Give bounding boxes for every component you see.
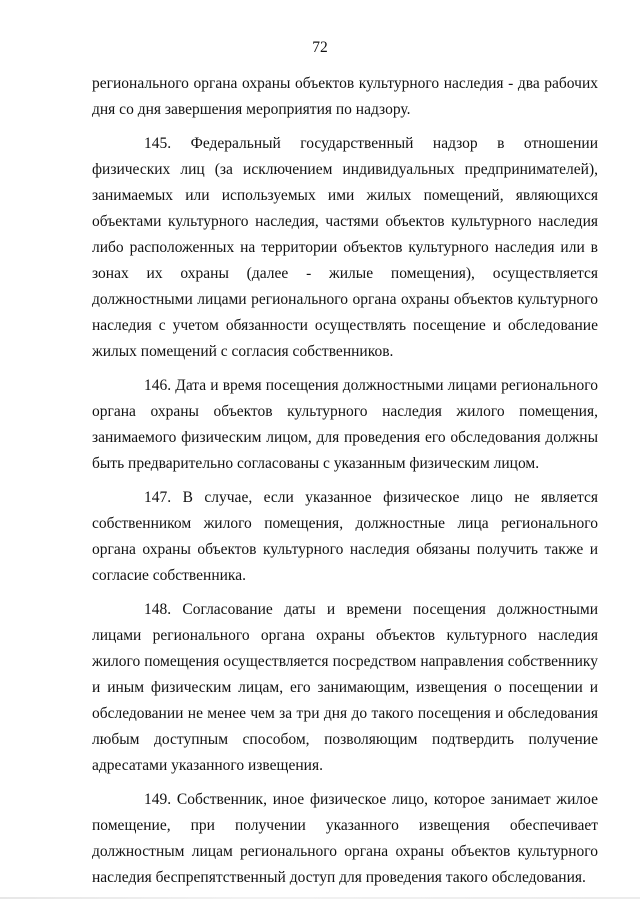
paragraph-149: 149. Собственник, иное физическое лицо, которое занимает жилое помещение, при получении указанного извещения обеспечивает должностным лицам регионального органа охраны объектов культурного наследия беспрепятственный доступ для проведения такого обследования. [92, 791, 598, 886]
paragraph-148: 148. Согласование даты и времени посещения должностными лицами регионального органа охраны объектов культурного наследия жилого помещения осуществляется посредством направления собственнику и иным физическим лицам, его занимающим, извещения о посещении и обследовании не менее чем за три дня до такого посещения и обследования любым доступным способом, позволяющим подтвердить получение адресатами указанного извещения. [92, 601, 598, 774]
document-body [92, 71, 598, 891]
paragraph-continuation: регионального органа охраны объектов культурного наследия - два рабочих дня со дня завершения мероприятия по надзору. [92, 75, 598, 118]
page-number: 72 [312, 39, 328, 56]
scan-edge-shadow [0, 897, 640, 899]
paragraph-146: 146. Дата и время посещения должностными лицами регионального органа охраны объектов культурного наследия жилого помещения, занимаемого физическим лицом, для проведения его обследования должны быть предварительно согласованы с указанным физическим лицом. [92, 377, 598, 472]
paragraph-147: 147. В случае, если указанное физическое лицо не является собственником жилого помещения, должностные лица регионального органа охраны объектов культурного наследия обязаны получить также и согласие собственника. [92, 489, 598, 584]
paragraph-145: 145. Федеральный государственный надзор в отношении физических лиц (за исключением индивидуальных предпринимателей), занимаемых или используемых ими жилых помещений, являющихся объектами культурного наследия, частями объектов культурного наследия либо расположенных на территории объектов культурного наследия или в зонах их охраны (далее - жилые помещения), осуществляется должностными лицами регионального органа охраны объектов культурного наследия с учетом обязанности осуществлять посещение и обследование жилых помещений с согласия собственников. [92, 135, 598, 360]
